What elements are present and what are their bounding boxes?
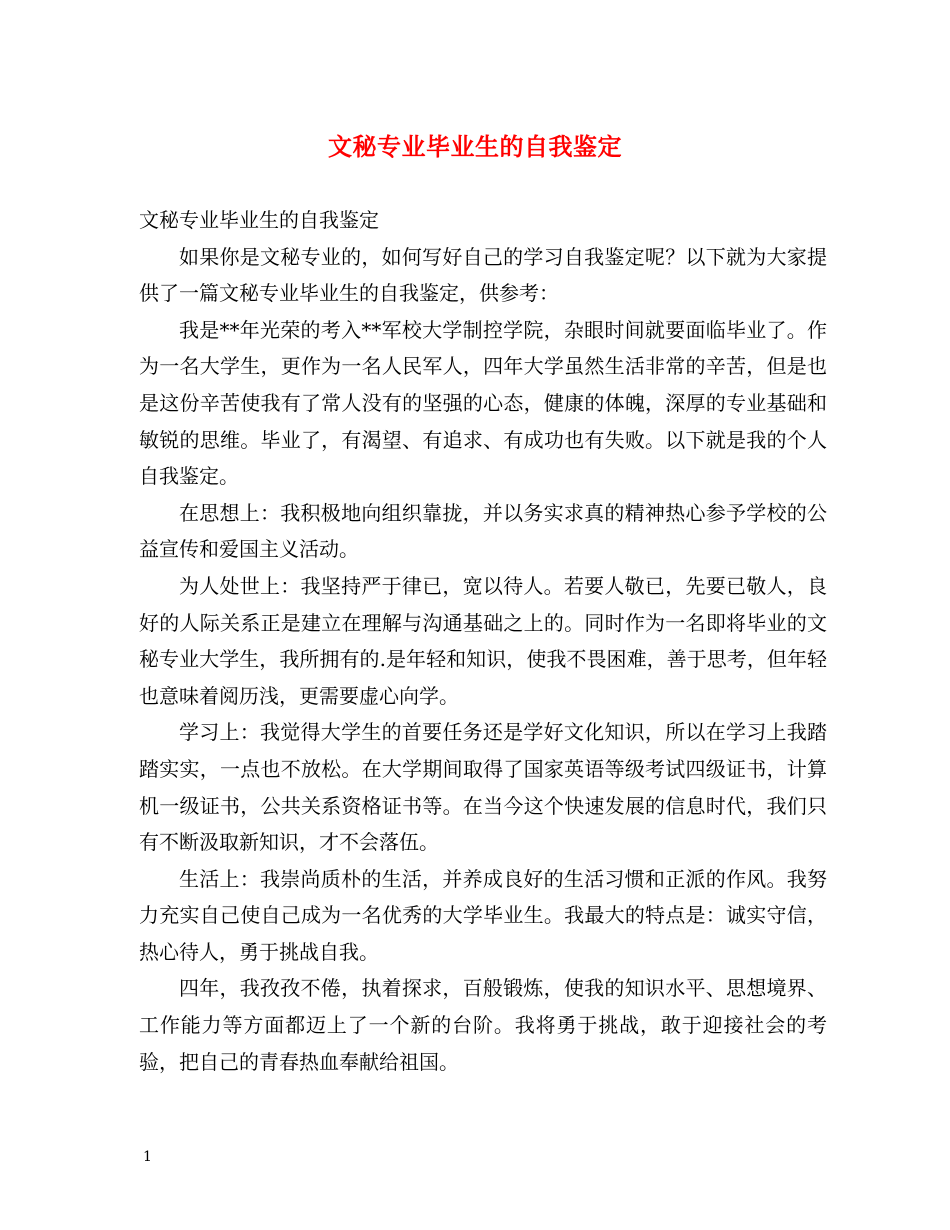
paragraph-life: 生活上：我崇尚质朴的生活，并养成良好的生活习惯和正派的作风。我努力充实自己使自己成为一名优秀的大学毕业生。我最大的特点是：诚实守信，热心待人，勇于挑战自我。: [139, 866, 827, 964]
paragraph-conclusion: 四年，我孜孜不倦，执着探求，百般锻炼，使我的知识水平、思想境界、工作能力等方面都迈上了一个新的台阶。我将勇于挑战，敢于迎接社会的考验，把自己的青春热血奉献给祖国。: [139, 976, 827, 1074]
paragraph-conduct: 为人处世上：我坚持严于律已，宽以待人。若要人敬已，先要已敬人，良好的人际关系正是建立在理解与沟通基础之上的。同时作为一名即将毕业的文秘专业大学生，我所拥有的.是年轻和知识，使我不畏困难，善于思考，但年轻也意味着阅历浅，更需要虚心向学。: [139, 573, 827, 708]
page-number: 1: [143, 1149, 152, 1165]
document-body: [139, 202, 827, 1080]
paragraph-background: 我是**年光荣的考入**军校大学制控学院，杂眼时间就要面临毕业了。作为一名大学生，更作为一名人民军人，四年大学虽然生活非常的辛苦，但是也是这份辛苦使我有了常人没有的坚强的心态，健康的体魄，深厚的专业基础和敏锐的思维。毕业了，有渴望、有追求、有成功也有失败。以下就是我的个人自我鉴定。: [139, 317, 827, 489]
document-title: 文秘专业毕业生的自我鉴定: [328, 132, 622, 161]
paragraph-intro: 如果你是文秘专业的，如何写好自己的学习自我鉴定呢？以下就为大家提供了一篇文秘专业毕业生的自我鉴定，供参考：: [139, 244, 827, 306]
paragraph-study: 学习上：我觉得大学生的首要任务还是学好文化知识，所以在学习上我踏踏实实，一点也不放松。在大学期间取得了国家英语等级考试四级证书，计算机一级证书，公共关系资格证书等。在当今这个快速发展的信息时代，我们只有不断汲取新知识，才不会落伍。: [139, 720, 827, 855]
paragraph-thought: 在思想上：我积极地向组织靠拢，并以务实求真的精神热心参予学校的公益宣传和爱国主义活动。: [139, 500, 827, 562]
subtitle-line: 文秘专业毕业生的自我鉴定: [139, 208, 379, 232]
